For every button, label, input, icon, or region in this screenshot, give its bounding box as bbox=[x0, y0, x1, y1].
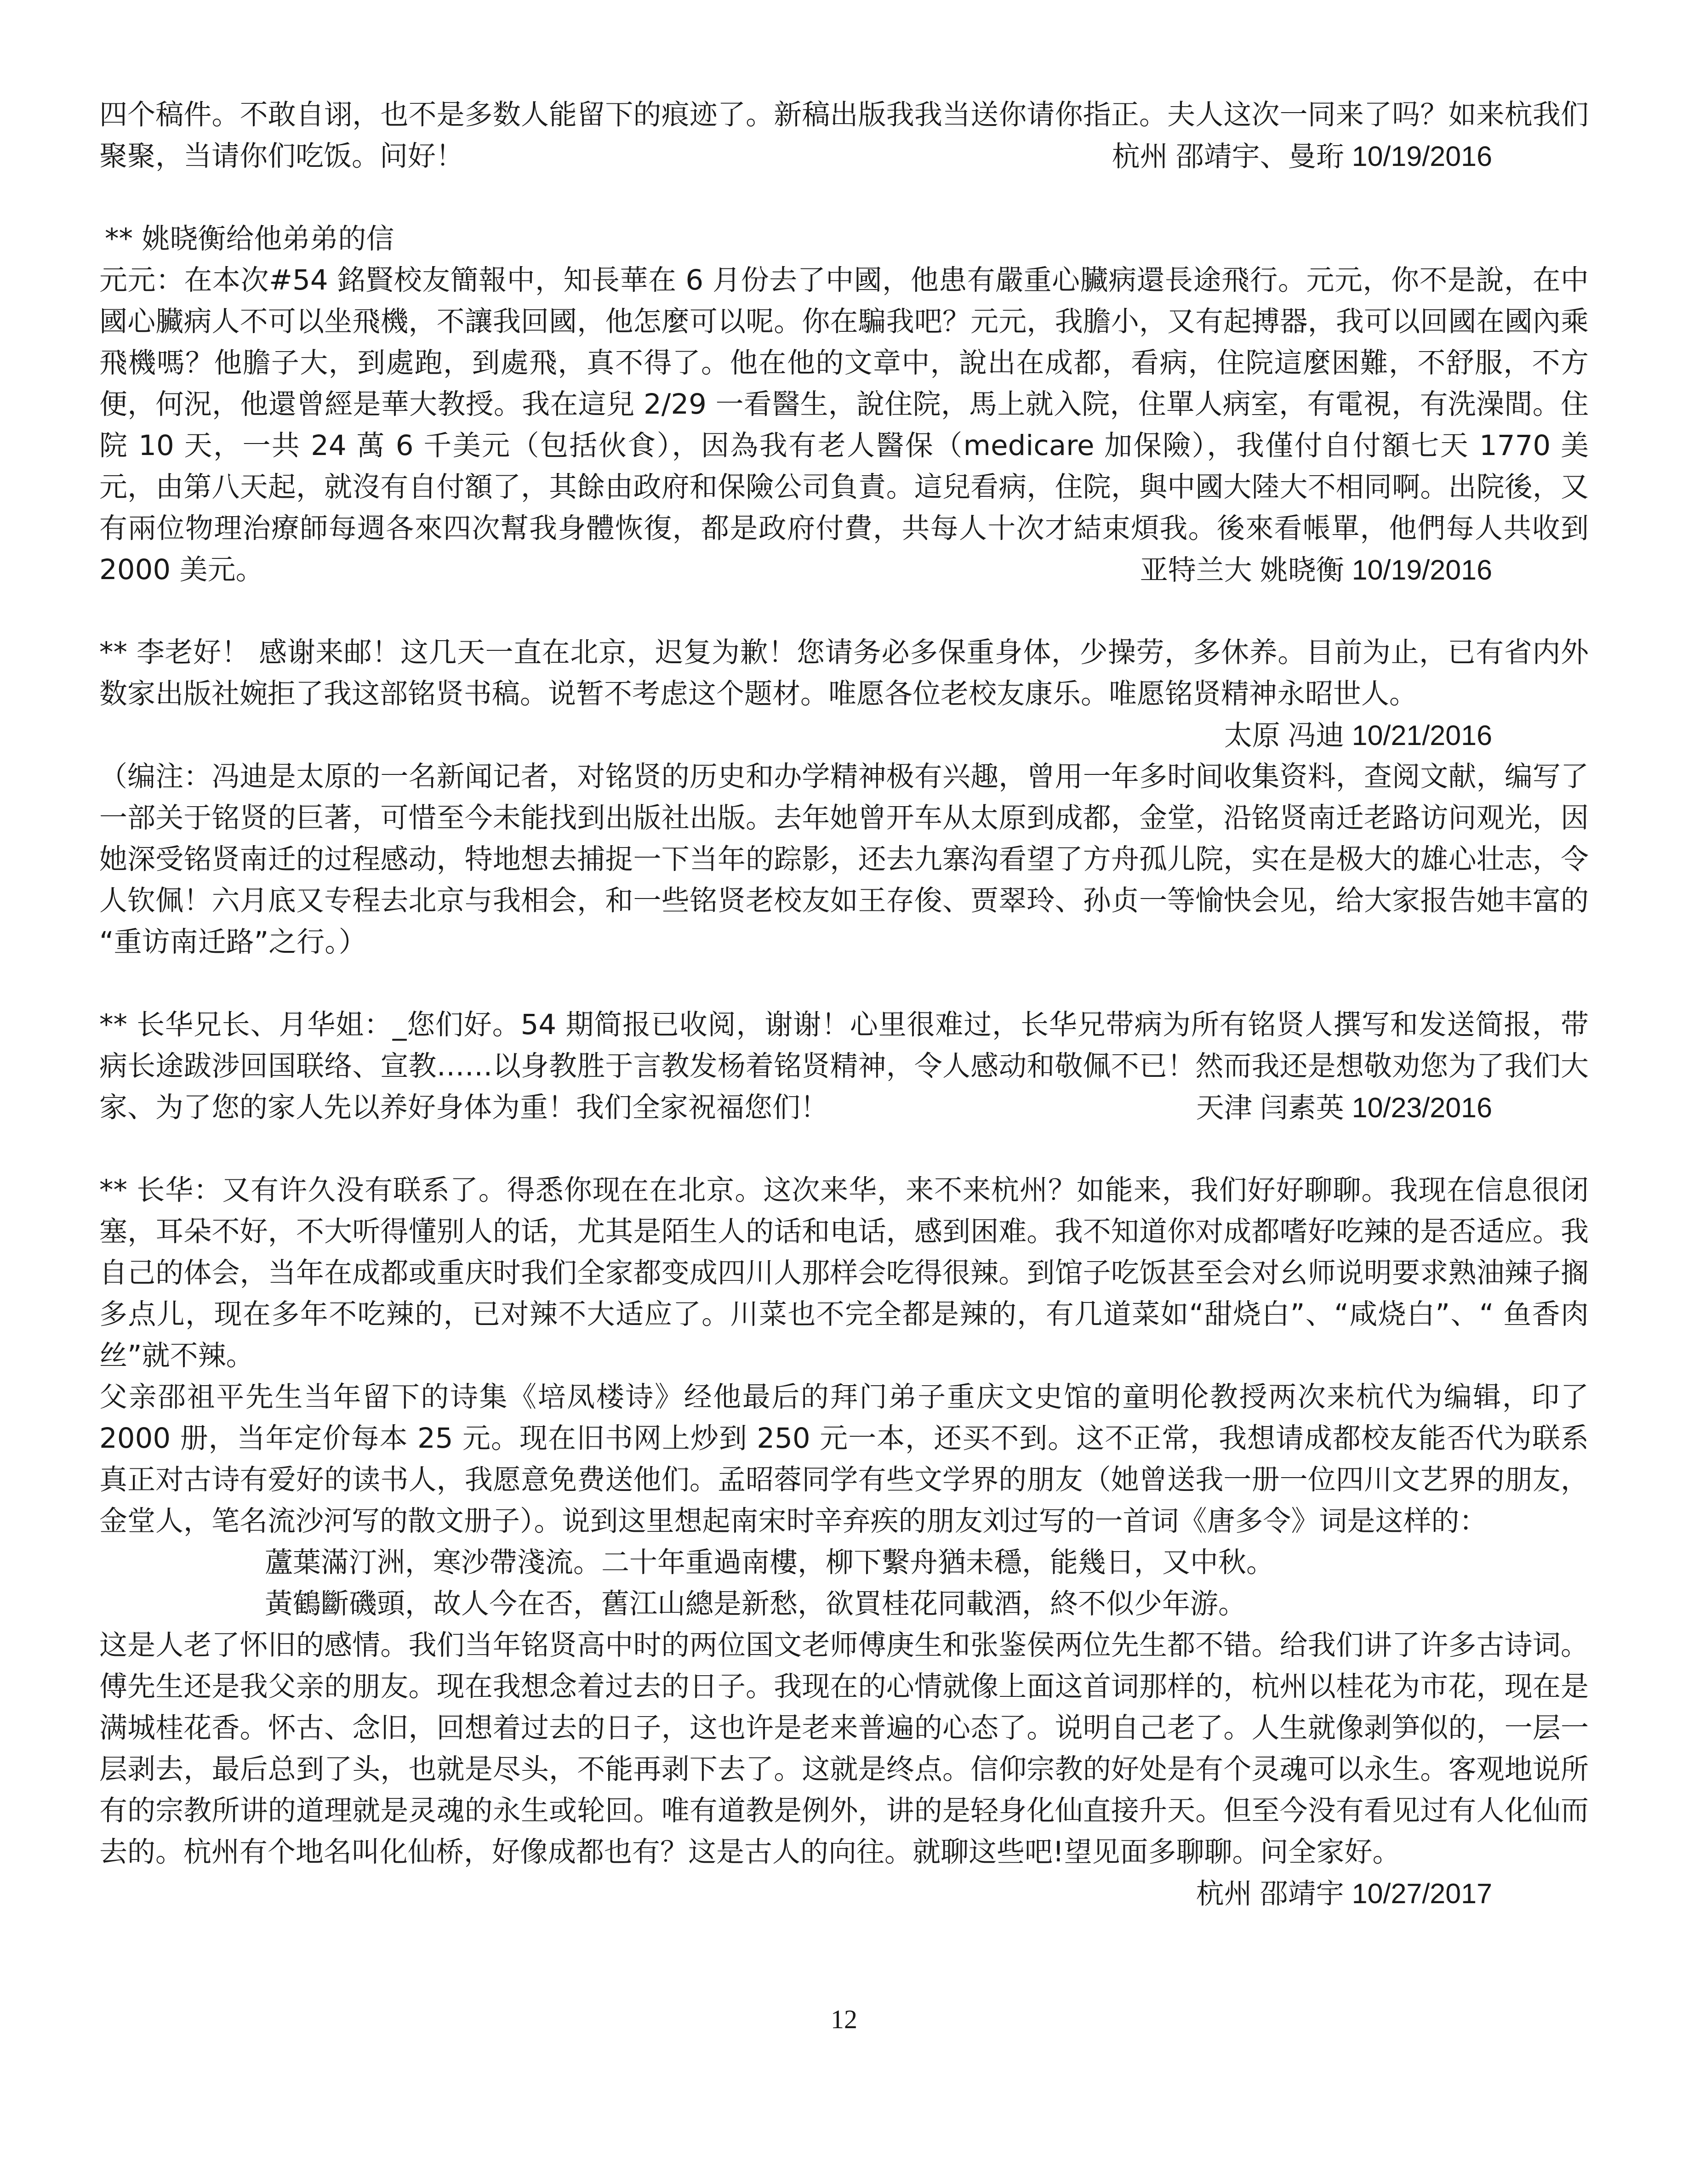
poem-line-2: 黃鶴斷磯頭，故人今在否，舊江山總是新愁，欲買桂花同載酒，終不似少年游。 bbox=[265, 1587, 1247, 1620]
poem-line-1: 蘆葉滿汀洲，寒沙帶淺流。二十年重過南樓，柳下繫舟猶未穩，能幾日，又中秋。 bbox=[265, 1546, 1275, 1579]
letter-3-signature: 太原 冯迪 10/21/2016 bbox=[1224, 720, 1492, 751]
editor-note: （编注：冯迪是太原的一名新闻记者，对铭贤的历史和办学精神极有兴趣，曾用一年多时间收集资料，查阅文献，编写了一部关于铭贤的巨著，可惜至今未能找到出版社出版。去年她曾开车从太原到成都，金堂，沿铭贤南迁老路访问观光，因她深受铭贤南迁的过程感动，特地想去捕捉一下当年的踪影，还去九寨沟看望了方舟孤儿院，实在是极大的雄心壮志，令人钦佩！六月底又专程去北京与我相会，和一些铭贤老校友如王存俊、贾翠玲、孙贞一等愉快会见，给大家报告她丰富的 “重访南迁路”之行。） bbox=[99, 760, 1589, 958]
letter-2-signature: 亚特兰大 姚晓衡 10/19/2016 bbox=[1140, 554, 1492, 586]
paragraph-gap bbox=[99, 177, 1589, 218]
letter-4 bbox=[99, 1004, 1589, 1128]
letter-2 bbox=[99, 260, 1589, 591]
letter-2-heading: ** 姚晓衡给他弟弟的信 bbox=[105, 222, 394, 255]
document-body bbox=[99, 94, 1589, 1914]
letter-1-signature: 杭州 邵靖宇、曼珩 10/19/2016 bbox=[1112, 141, 1492, 172]
letter-1 bbox=[99, 94, 1589, 177]
paragraph-gap bbox=[99, 963, 1589, 1004]
page-number: 12 bbox=[831, 2004, 857, 2034]
letter-5-signature: 杭州 邵靖宇 10/27/2017 bbox=[1196, 1878, 1492, 1909]
letter-5-body-1: ** 长华：又有许久没有联系了。得悉你现在在北京。这次来华，来不来杭州？如能来，我们好好聊聊。我现在信息很闭塞，耳朵不好，不大听得懂别人的话，尤其是陌生人的话和电话，感到困难。我不知道你对成都嗜好吃辣的是否适应。我自己的体会，当年在成都或重庆时我们全家都变成四川人那样会吃得很辣。到馆子吃饭甚至会对幺师说明要求熟油辣子搁多点儿，现在多年不吃辣的，已对辣不大适应了。川菜也不完全都是辣的，有几道菜如“甜烧白”、“咸烧白”、“ 鱼香肉丝”就不辣。 bbox=[99, 1174, 1589, 1372]
letter-3-body: ** 李老好！ 感谢来邮！这几天一直在北京，迟复为歉！您请务必多保重身体，少操劳，多休养。目前为止，已有省内外数家出版社婉拒了我这部铭贤书稿。说暂不考虑这个题材。唯愿各位老校友康乐。唯愿铭贤精神永昭世人。 bbox=[99, 636, 1589, 710]
letter-5-body-3: 这是人老了怀旧的感情。我们当年铭贤高中时的两位国文老师傅庚生和张鉴侯两位先生都不错。给我们讲了许多古诗词。傅先生还是我父亲的朋友。现在我想念着过去的日子。我现在的心情就像上面这首词那样的，杭州以桂花为市花，现在是满城桂花香。怀古、念旧，回想着过去的日子，这也许是老来普遍的心态了。说明自己老了。人生就像剥笋似的，一层一层剥去，最后总到了头，也就是尽头，不能再剥下去了。这就是终点。信仰宗教的好处是有个灵魂可以永生。客观地说所有的宗教所讲的道理就是灵魂的永生或轮回。唯有道教是例外，讲的是轻身化仙直接升天。但至今没有看见过有人化仙而去的。杭州有个地名叫化仙桥，好像成都也有？这是古人的向往。就聊这些吧!望见面多聊聊。问全家好。 bbox=[99, 1629, 1589, 1868]
letter-2-body: 元元：在本次#54 銘賢校友簡報中，知長華在 6 月份去了中國，他患有嚴重心臟病還長途飛行。元元，你不是說，在中國心臟病人不可以坐飛機，不讓我回國，他怎麼可以呢。你在騙我吧？元元，我膽小，又有起搏器，我可以回國在國內乘飛機嗎？他膽子大，到處跑，到處飛，真不得了。他在他的文章中，說出在成都，看病，住院這麼困難，不舒服，不方便，何況，他還曾經是華大教授。我在這兒 2/29 一看醫生，說住院，馬上就入院，住單人病室，有電視，有洗澡間。住院 10 天，一共 24 萬 6 千美元（包括伙食），因為我有老人醫保（medicare 加保險），我僅付自付額七天 1770 美元，由第八天起，就沒有自付額了，其餘由政府和保險公司負責。這兒看病，住院，與中國大陸大不相同啊。出院後，又有兩位物理治療師每週各來四次幫我身體恢復，都是政府付費，共每人十次才結束煩我。後來看帳單，他們每人共收到 2000 美元。 bbox=[99, 264, 1589, 586]
paragraph-gap bbox=[99, 1128, 1589, 1170]
letter-3 bbox=[99, 632, 1589, 756]
paragraph-gap bbox=[99, 591, 1589, 632]
letter-5-body-2: 父亲邵祖平先生当年留下的诗集《培凤楼诗》经他最后的拜门弟子重庆文史馆的童明伦教授两次来杭代为编辑，印了 2000 册，当年定价每本 25 元。现在旧书网上炒到 250 元一本，还买不到。这不正常，我想请成都校友能否代为联系真正对古诗有爱好的读书人，我愿意免费送他们。孟昭蓉同学有些文学界的朋友（她曾送我一册一位四川文艺界的朋友，金堂人，笔名流沙河写的散文册子）。说到这里想起南宋时辛弃疾的朋友刘过写的一首词《唐多令》词是这样的： bbox=[99, 1381, 1589, 1537]
letter-4-signature: 天津 闫素英 10/23/2016 bbox=[1196, 1092, 1492, 1123]
letter-5 bbox=[99, 1625, 1589, 1914]
letter-4-body: ** 长华兄长、月华姐：_您们好。54 期简报已收阅，谢谢！心里很难过，长华兄带病为所有铭贤人撰写和发送简报，带病长途跋涉回国联络、宣教……以身教胜于言教发杨着铭贤精神，令人感动和敬佩不已！然而我还是想敬劝您为了我们大家、为了您的家人先以养好身体为重！我们全家祝福您们！ bbox=[99, 1008, 1589, 1124]
letter-1-body: 四个稿件。不敢自诩，也不是多数人能留下的痕迹了。新稿出版我我当送你请你指正。夫人这次一同来了吗？如来杭我们聚聚，当请你们吃饭。问好！ bbox=[99, 98, 1589, 172]
